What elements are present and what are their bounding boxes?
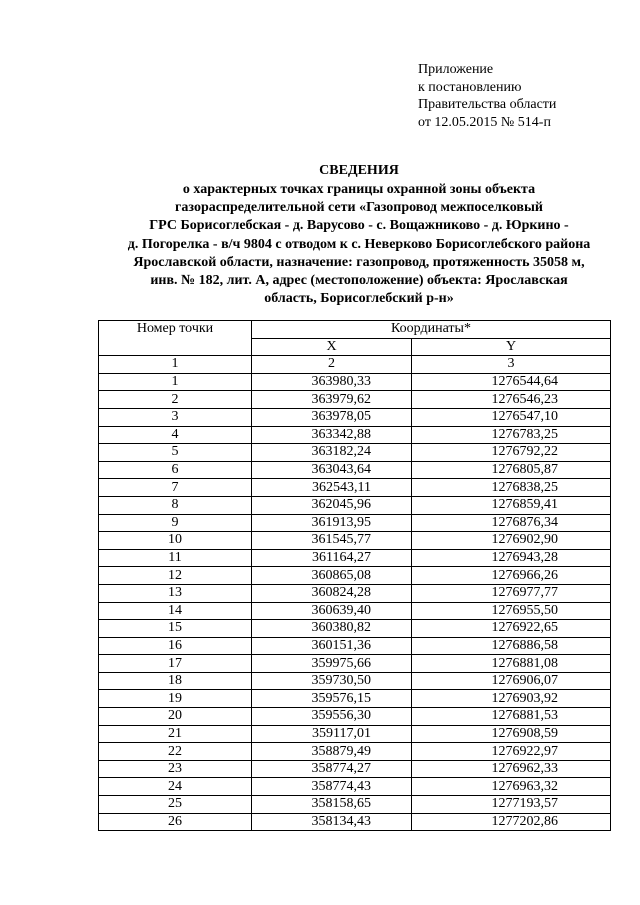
x-coordinate-cell: 362045,96 (252, 496, 412, 514)
y-coordinate-cell: 1276881,08 (412, 655, 611, 673)
y-coordinate-cell: 1276922,97 (412, 743, 611, 761)
point-number-cell: 14 (99, 602, 252, 620)
x-coordinate-cell: 361913,95 (252, 514, 412, 532)
x-coordinate-cell: 358879,49 (252, 743, 412, 761)
table-row (99, 461, 611, 479)
y-coordinate-cell: 1276906,07 (412, 672, 611, 690)
appendix-block (418, 61, 556, 131)
table-row (99, 479, 611, 497)
y-coordinate-cell: 1276876,34 (412, 514, 611, 532)
point-number-cell: 26 (99, 813, 252, 831)
appendix-line: Правительства области (418, 97, 557, 112)
y-coordinate-cell: 1276547,10 (412, 408, 611, 426)
subtitle-line: ГРС Борисоглебская - д. Варусово - с. Вощажниково - д. Юркино - (149, 218, 569, 234)
x-coordinate-cell: 361545,77 (252, 532, 412, 550)
subtitle-line: инв. № 182, лит. А, адрес (местоположение) объекта: Ярославская (150, 273, 568, 289)
x-coordinate-cell: 363979,62 (252, 391, 412, 409)
column-number: 2 (252, 356, 412, 374)
point-number-cell: 6 (99, 461, 252, 479)
point-number-cell: 21 (99, 725, 252, 743)
table-row (99, 796, 611, 814)
table-row (99, 496, 611, 514)
point-number-cell: 19 (99, 690, 252, 708)
point-number-cell: 17 (99, 655, 252, 673)
point-number-cell: 3 (99, 408, 252, 426)
table-row (99, 391, 611, 409)
point-number-cell: 18 (99, 672, 252, 690)
x-coordinate-cell: 360824,28 (252, 584, 412, 602)
y-coordinate-cell: 1276546,23 (412, 391, 611, 409)
table-row (99, 602, 611, 620)
point-number-cell: 11 (99, 549, 252, 567)
y-coordinate-cell: 1276838,25 (412, 479, 611, 497)
table-column-numbers-row (99, 356, 611, 374)
x-coordinate-cell: 360380,82 (252, 620, 412, 638)
header-y: Y (412, 338, 611, 356)
y-coordinate-cell: 1276886,58 (412, 637, 611, 655)
point-number-cell: 1 (99, 373, 252, 391)
y-coordinate-cell: 1276805,87 (412, 461, 611, 479)
y-coordinate-cell: 1276544,64 (412, 373, 611, 391)
point-number-cell: 2 (99, 391, 252, 409)
point-number-cell: 4 (99, 426, 252, 444)
point-number-cell: 9 (99, 514, 252, 532)
column-number: 3 (412, 356, 611, 374)
subtitle-line: Ярославской области, назначение: газопровод, протяженность 35058 м, (133, 254, 585, 270)
table-body (99, 373, 611, 830)
y-coordinate-cell: 1276792,22 (412, 444, 611, 462)
x-coordinate-cell: 360865,08 (252, 567, 412, 585)
y-coordinate-cell: 1276903,92 (412, 690, 611, 708)
point-number-cell: 13 (99, 584, 252, 602)
coordinates-table (98, 320, 611, 831)
x-coordinate-cell: 359576,15 (252, 690, 412, 708)
x-coordinate-cell: 363182,24 (252, 444, 412, 462)
table-row (99, 426, 611, 444)
point-number-cell: 25 (99, 796, 252, 814)
y-coordinate-cell: 1277193,57 (412, 796, 611, 814)
y-coordinate-cell: 1276922,65 (412, 620, 611, 638)
table-row (99, 444, 611, 462)
x-coordinate-cell: 358774,27 (252, 760, 412, 778)
x-coordinate-cell: 363342,88 (252, 426, 412, 444)
x-coordinate-cell: 363978,05 (252, 408, 412, 426)
point-number-cell: 12 (99, 567, 252, 585)
point-number-cell: 5 (99, 444, 252, 462)
header-coordinates: Координаты* (252, 321, 611, 339)
point-number-cell: 10 (99, 532, 252, 550)
y-coordinate-cell: 1276977,77 (412, 584, 611, 602)
point-number-cell: 23 (99, 760, 252, 778)
table-row (99, 620, 611, 638)
subtitle-line: газораспределительной сети «Газопровод межпоселковый (175, 200, 543, 216)
y-coordinate-cell: 1276963,32 (412, 778, 611, 796)
y-coordinate-cell: 1276783,25 (412, 426, 611, 444)
point-number-cell: 8 (99, 496, 252, 514)
x-coordinate-cell: 363980,33 (252, 373, 412, 391)
point-number-cell: 24 (99, 778, 252, 796)
x-coordinate-cell: 362543,11 (252, 479, 412, 497)
appendix-line: от 12.05.2015 № 514-п (418, 114, 551, 130)
x-coordinate-cell: 359730,50 (252, 672, 412, 690)
x-coordinate-cell: 358774,43 (252, 778, 412, 796)
table-row (99, 708, 611, 726)
point-number-cell: 16 (99, 637, 252, 655)
x-coordinate-cell: 361164,27 (252, 549, 412, 567)
table-row (99, 760, 611, 778)
y-coordinate-cell: 1277202,86 (412, 813, 611, 831)
y-coordinate-cell: 1276859,41 (412, 496, 611, 514)
table-row (99, 637, 611, 655)
x-coordinate-cell: 359117,01 (252, 725, 412, 743)
header-point-number: Номер точки (99, 321, 252, 356)
table-row (99, 690, 611, 708)
table-row (99, 655, 611, 673)
y-coordinate-cell: 1276943,28 (412, 549, 611, 567)
document-subtitle (0, 181, 640, 308)
column-number: 1 (99, 356, 252, 374)
x-coordinate-cell: 358134,43 (252, 813, 412, 831)
table-row (99, 813, 611, 831)
subtitle-line: область, Борисоглебский р-н» (264, 291, 454, 307)
table-row (99, 532, 611, 550)
table-row (99, 672, 611, 690)
table-row (99, 743, 611, 761)
header-x: X (252, 338, 412, 356)
table-row (99, 373, 611, 391)
x-coordinate-cell: 358158,65 (252, 796, 412, 814)
x-coordinate-cell: 359556,30 (252, 708, 412, 726)
table-row (99, 514, 611, 532)
table-row (99, 778, 611, 796)
table-header-row (99, 321, 611, 339)
x-coordinate-cell: 360639,40 (252, 602, 412, 620)
table-row (99, 549, 611, 567)
y-coordinate-cell: 1276908,59 (412, 725, 611, 743)
point-number-cell: 22 (99, 743, 252, 761)
point-number-cell: 20 (99, 708, 252, 726)
appendix-line: к постановлению (418, 79, 522, 95)
x-coordinate-cell: 360151,36 (252, 637, 412, 655)
y-coordinate-cell: 1276966,26 (412, 567, 611, 585)
x-coordinate-cell: 359975,66 (252, 655, 412, 673)
subtitle-line: о характерных точках границы охранной зоны объекта (182, 182, 536, 197)
y-coordinate-cell: 1276902,90 (412, 532, 611, 550)
x-coordinate-cell: 363043,64 (252, 461, 412, 479)
y-coordinate-cell: 1276881,53 (412, 708, 611, 726)
table-row (99, 567, 611, 585)
appendix-line: Приложение (418, 62, 494, 77)
y-coordinate-cell: 1276955,50 (412, 602, 611, 620)
document-title: СВЕДЕНИЯ (319, 163, 399, 178)
table-row (99, 584, 611, 602)
subtitle-line: д. Погорелка - в/ч 9804 с отводом к с. Неверково Борисоглебского района (127, 236, 591, 252)
table-row (99, 725, 611, 743)
y-coordinate-cell: 1276962,33 (412, 760, 611, 778)
point-number-cell: 15 (99, 620, 252, 638)
table-row (99, 408, 611, 426)
point-number-cell: 7 (99, 479, 252, 497)
